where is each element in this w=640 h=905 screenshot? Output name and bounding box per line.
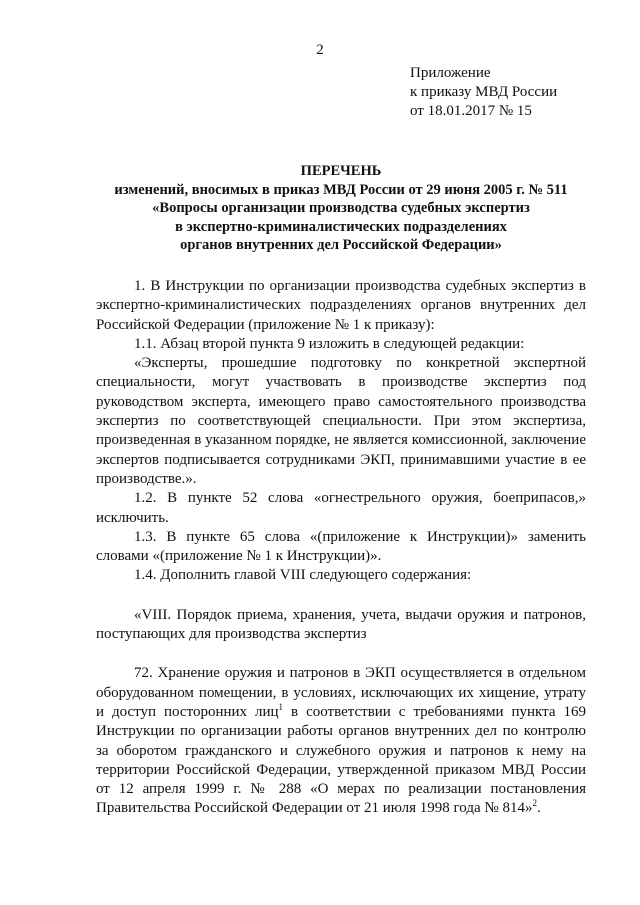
paragraph-72-text: в соответствии с требованиями пункта 169 Инструкции по организации работы органов внутренних дел по контролю за оборотом гражданского и служебного оружия и патронов к нему на территории Российской Федерации, утвержденной приказом МВД России от 12 апреля 1999 г. № 288 «О мерах по реализации постановления Правительства Российской Федерации от 21 июля 1998 года № 814» (96, 703, 586, 817)
paragraph-1: 1. В Инструкции по организации производства судебных экспертиз в экспертно-криминалистических подразделениях органов внутренних дел Российской Федерации (приложение № 1 к приказу): (96, 278, 586, 333)
paragraph-1-1: 1.1. Абзац второй пункта 9 изложить в следующей редакции: (134, 335, 525, 352)
document-title (96, 162, 586, 255)
title-line: органов внутренних дел Российской Федерации» (180, 237, 502, 253)
footnote-ref-1: 1 (278, 701, 284, 712)
appendix-line: от 18.01.2017 № 15 (410, 103, 532, 119)
appendix-line: к приказу МВД России (410, 84, 558, 100)
appendix-header (410, 64, 557, 121)
paragraph-1-2: 1.2. В пункте 52 слова «огнестрельного оружия, боеприпасов,» исключить. (96, 490, 586, 526)
paragraph-72 (96, 664, 586, 818)
quoted-paragraph: «Эксперты, прошедшие подготовку по конкретной экспертной специальности, могут участвовать в производстве экспертиз под руководством эксперта, имеющего право самостоятельного производства экспертиз по соответствующей специальности. При этом экспертиза, произведенная в указанном порядке, не является комиссионной, заключение экспертов подписывается сотрудниками ЭКП, принимавшими участие в ее производстве.». (96, 355, 586, 487)
paragraph-72-end: . (536, 800, 541, 817)
chapter-heading: «VIII. Порядок приема, хранения, учета, выдачи оружия и патронов, поступающих для производства экспертиз (96, 606, 586, 643)
appendix-line: Приложение (410, 65, 491, 81)
document-body (96, 277, 586, 819)
paragraph-72-text: 72. Хранение оружия и патронов в ЭКП осуществляется в отдельном оборудованном помещении, в условиях, исключающих их хищение, утрату и доступ посторонних лиц (96, 665, 586, 720)
paragraph-1-4: 1.4. Дополнить главой VIII следующего содержания: (134, 567, 472, 584)
page-number: 2 (316, 42, 324, 58)
title-line: «Вопросы организации производства судебных экспертиз (152, 200, 530, 216)
title-line: в экспертно-криминалистических подразделениях (175, 218, 507, 235)
paragraph-1-3: 1.3. В пункте 65 слова «(приложение к Инструкции)» заменить словами «(приложение № 1 к Инструкции)». (96, 528, 586, 565)
title-heading: ПЕРЕЧЕНЬ (300, 163, 382, 179)
footnote-ref-2: 2 (532, 798, 537, 809)
title-line: изменений, вносимых в приказ МВД России от 29 июня 2005 г. № 511 (114, 181, 568, 198)
